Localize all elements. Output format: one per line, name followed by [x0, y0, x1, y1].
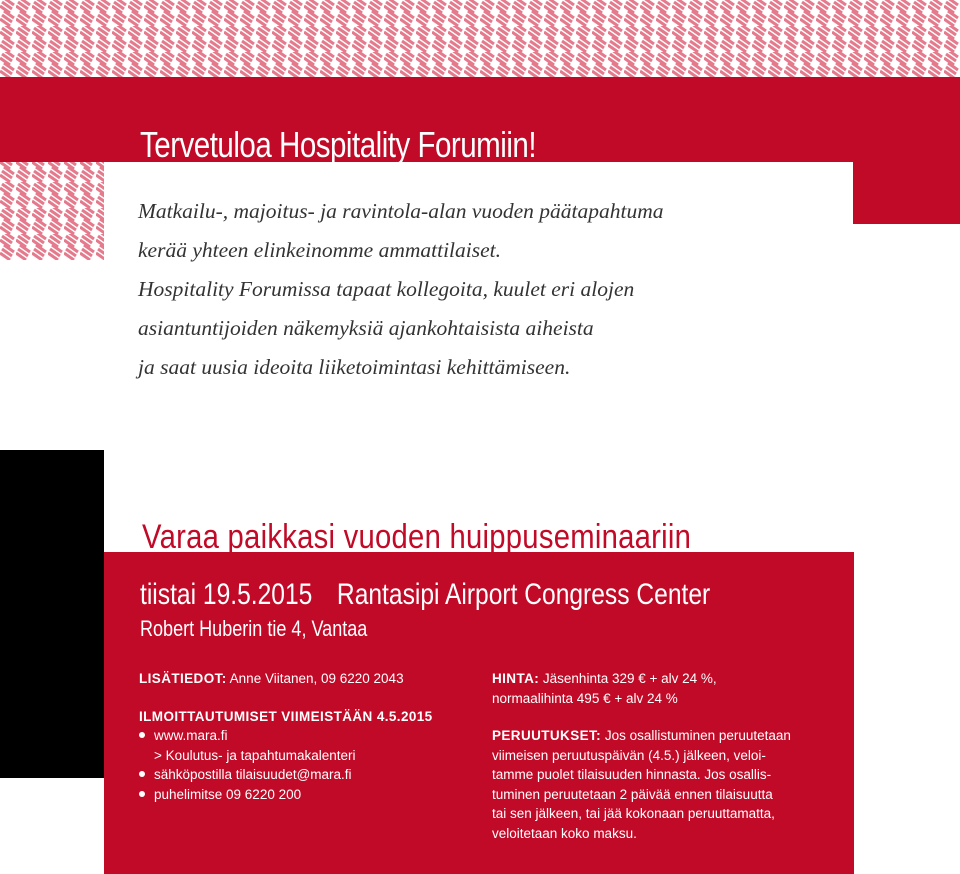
- cancel-line: viimeisen peruutuspäivän (4.5.) jälkeen, veloi-: [492, 747, 766, 763]
- event-address: Robert Huberin tie 4, Vantaa: [140, 616, 368, 641]
- email-link[interactable]: sähköpostilla tilaisuudet@mara.fi: [154, 767, 352, 782]
- cancel-line: Jos osallistuminen peruutetaan: [604, 728, 791, 743]
- event-venue: Rantasipi Airport Congress Center: [336, 578, 711, 611]
- peruutukset-label: PERUUTUKSET:: [492, 728, 602, 743]
- bullet-icon: [139, 771, 145, 777]
- cancel-line: tai sen jälkeen, tai jää kokonaan peruuttamatta,: [492, 806, 775, 821]
- intro-line: Matkailu-, majoitus- ja ravintola-alan vuoden päätapahtuma: [138, 199, 664, 223]
- price-line: normaalihinta 495 € + alv 24 %: [492, 690, 678, 706]
- list-item: [139, 785, 433, 805]
- intro-line: asiantuntijoiden näkemyksiä ajankohtaisista aiheista: [138, 316, 594, 340]
- intro-line: kerää yhteen elinkeinomme ammattilaiset.: [138, 238, 502, 262]
- cancel-line: tamme puolet tilaisuuden hinnasta. Jos osallis-: [492, 767, 772, 782]
- lisatiedot-value: Anne Viitanen, 09 6220 2043: [229, 671, 404, 686]
- price-line: Jäsenhinta 329 € + alv 24 %,: [542, 671, 717, 686]
- cancel-line: tuminen peruutetaan 2 päivää ennen tilaisuutta: [492, 786, 773, 802]
- list-item: > Koulutus- ja tapahtumakalenteri: [154, 747, 356, 763]
- info-right-column: [492, 669, 791, 843]
- hinta-label: HINTA:: [492, 671, 540, 686]
- bullet-icon: [139, 791, 145, 797]
- lisatiedot-label: LISÄTIEDOT:: [139, 671, 227, 686]
- website-link[interactable]: www.mara.fi: [154, 728, 228, 743]
- deadline-label: ILMOITTAUTUMISET VIIMEISTÄÄN 4.5.2015: [139, 708, 433, 724]
- cancel-line: veloitetaan koko maksu.: [492, 825, 637, 841]
- list-item: [139, 765, 433, 785]
- bullet-icon: [139, 732, 145, 738]
- red-band-right: [853, 160, 960, 224]
- red-band-left: [0, 77, 104, 162]
- event-date-venue: [140, 578, 710, 612]
- cta-heading: Varaa paikkasi vuoden huippuseminaariin: [142, 518, 692, 556]
- event-date: tiistai 19.5.2015: [140, 578, 313, 611]
- page-title: Tervetuloa Hospitality Forumiin!: [140, 124, 537, 165]
- black-accent-block: [0, 450, 104, 778]
- intro-line: ja saat uusia ideoita liiketoimintasi kehittämiseen.: [138, 355, 571, 379]
- intro-line: Hospitality Forumissa tapaat kollegoita, kuulet eri alojen: [138, 277, 635, 301]
- info-left-column: [139, 669, 433, 804]
- list-item: [139, 726, 433, 746]
- phone-text: puhelimitse 09 6220 200: [154, 786, 302, 802]
- intro-text: [138, 192, 838, 387]
